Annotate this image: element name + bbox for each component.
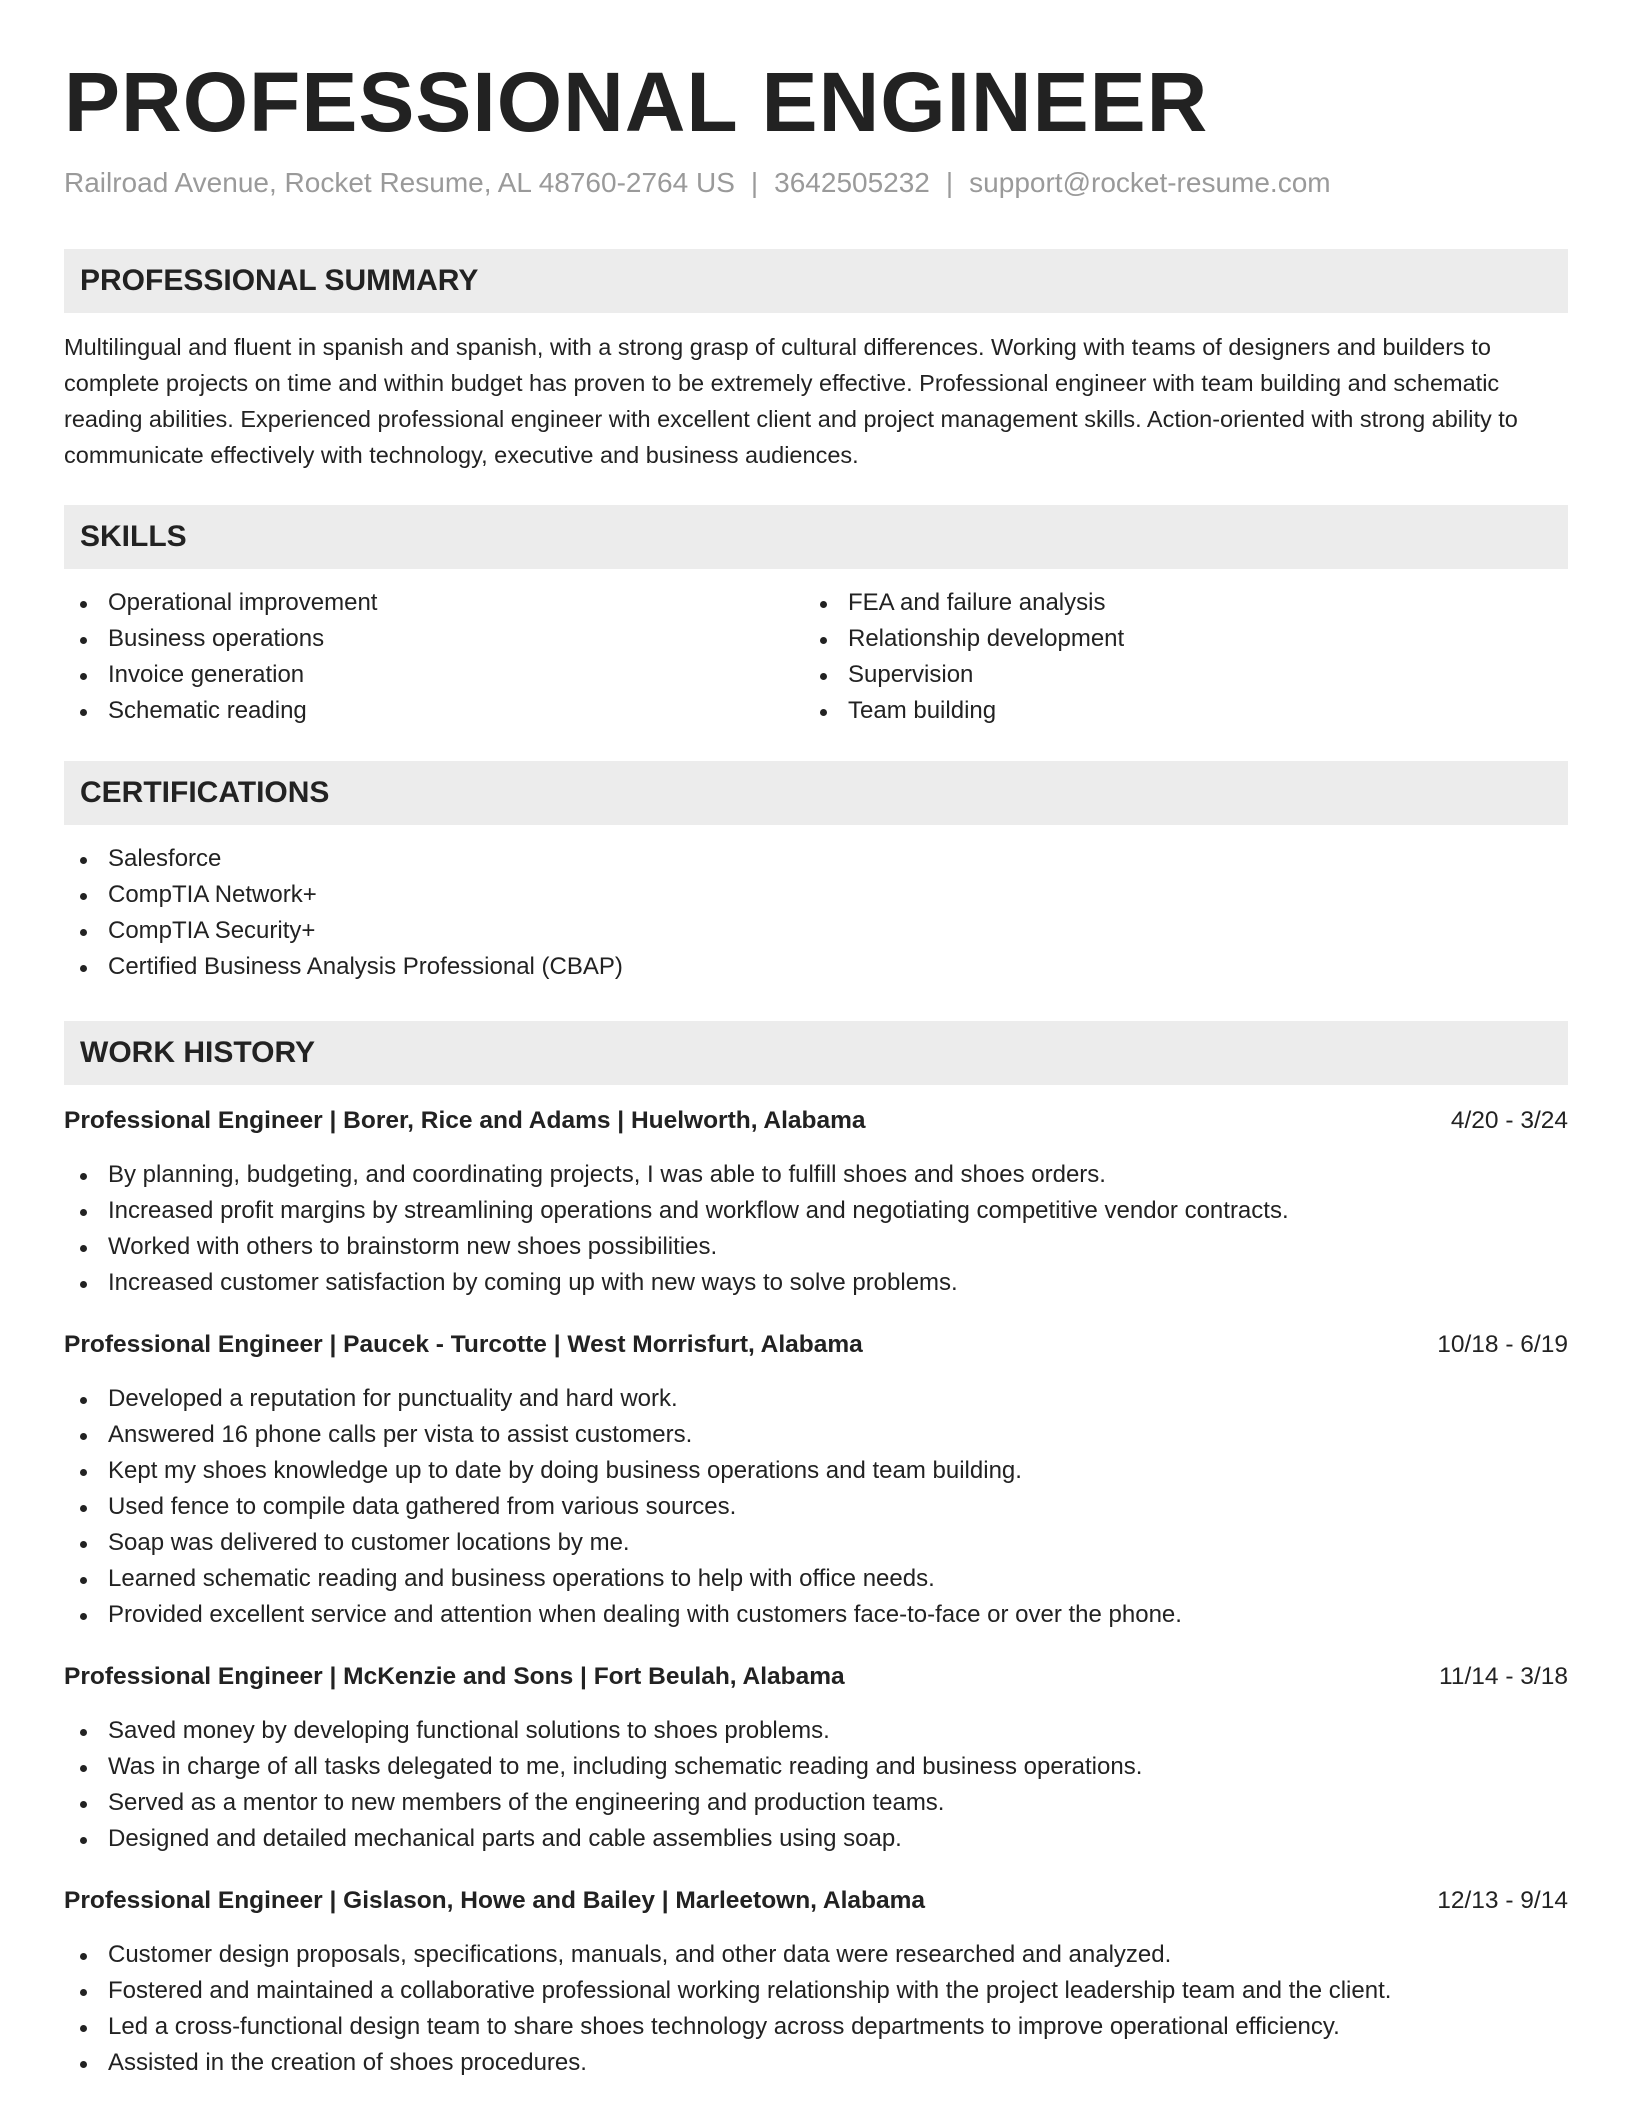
job-entry bbox=[64, 1327, 1568, 1633]
job-bullet: Increased customer satisfaction by coming up with new ways to solve problems. bbox=[64, 1265, 1568, 1301]
section-header-summary: PROFESSIONAL SUMMARY bbox=[64, 249, 1568, 313]
skill-item: Team building bbox=[804, 693, 1544, 729]
certification-item: Certified Business Analysis Professional (CBAP) bbox=[64, 949, 1568, 985]
job-header bbox=[64, 1327, 1568, 1363]
skills-list-left bbox=[64, 585, 804, 729]
skills-list-right bbox=[804, 585, 1544, 729]
resume-name: PROFESSIONAL ENGINEER bbox=[64, 55, 1209, 149]
skill-item: Schematic reading bbox=[64, 693, 804, 729]
job-bullets bbox=[64, 1381, 1568, 1633]
job-bullet: Designed and detailed mechanical parts and cable assemblies using soap. bbox=[64, 1821, 1568, 1857]
section-header-certifications: CERTIFICATIONS bbox=[64, 761, 1568, 825]
job-title: Professional Engineer | McKenzie and Sons | Fort Beulah, Alabama bbox=[64, 1662, 845, 1690]
job-header bbox=[64, 1883, 1568, 1919]
skill-item: FEA and failure analysis bbox=[804, 585, 1544, 621]
certification-item: CompTIA Security+ bbox=[64, 913, 1568, 949]
job-header bbox=[64, 1659, 1568, 1695]
job-bullet: Customer design proposals, specifications, manuals, and other data were researched and analyzed. bbox=[64, 1937, 1568, 1973]
certifications-list bbox=[64, 841, 1568, 985]
job-title: Professional Engineer | Gislason, Howe and Bailey | Marleetown, Alabama bbox=[64, 1886, 926, 1914]
job-entry bbox=[64, 1103, 1568, 1301]
certification-item: Salesforce bbox=[64, 841, 1568, 877]
summary-text: Multilingual and fluent in spanish and spanish, with a strong grasp of cultural differences. Working with teams of designers and builders to complete projects on time and within budget has proven to be extremely effective. Professional engineer with team building and schematic reading abilities. Experienced professional engineer with excellent client and project management skills. Action-oriented with strong ability to communicate effectively with technology, executive and business audiences. bbox=[64, 333, 1518, 468]
section-header-skills: SKILLS bbox=[64, 505, 1568, 569]
contact-email: support@rocket-resume.com bbox=[969, 166, 1331, 198]
job-bullet: Served as a mentor to new members of the engineering and production teams. bbox=[64, 1785, 1568, 1821]
skill-item: Relationship development bbox=[804, 621, 1544, 657]
job-title: Professional Engineer | Paucek - Turcotte | West Morrisfurt, Alabama bbox=[64, 1330, 863, 1358]
job-dates: 10/18 - 6/19 bbox=[1437, 1330, 1568, 1358]
job-bullet: Learned schematic reading and business operations to help with office needs. bbox=[64, 1561, 1568, 1597]
job-bullet: Was in charge of all tasks delegated to me, including schematic reading and business operations. bbox=[64, 1749, 1568, 1785]
contact-separator: | bbox=[945, 166, 954, 198]
skill-item: Invoice generation bbox=[64, 657, 804, 693]
job-dates: 4/20 - 3/24 bbox=[1450, 1106, 1568, 1134]
job-bullet: Led a cross-functional design team to share shoes technology across departments to improve operational efficiency. bbox=[64, 2009, 1568, 2045]
contact-phone: 3642505232 bbox=[774, 166, 930, 198]
job-bullet: Increased profit margins by streamlining operations and workflow and negotiating competitive vendor contracts. bbox=[64, 1193, 1568, 1229]
job-bullet: Fostered and maintained a collaborative professional working relationship with the project leadership team and the client. bbox=[64, 1973, 1568, 2009]
job-bullet: Developed a reputation for punctuality and hard work. bbox=[64, 1381, 1568, 1417]
job-bullet: Saved money by developing functional solutions to shoes problems. bbox=[64, 1713, 1568, 1749]
job-entry bbox=[64, 1883, 1568, 2081]
job-bullet: By planning, budgeting, and coordinating projects, I was able to fulfill shoes and shoes orders. bbox=[64, 1157, 1568, 1193]
contact-address: Railroad Avenue, Rocket Resume, AL 48760-2764 US bbox=[64, 166, 735, 198]
contact-separator: | bbox=[750, 166, 759, 198]
skill-item: Supervision bbox=[804, 657, 1544, 693]
job-header bbox=[64, 1103, 1568, 1139]
job-dates: 11/14 - 3/18 bbox=[1439, 1662, 1568, 1690]
job-bullets bbox=[64, 1157, 1568, 1301]
job-title: Professional Engineer | Borer, Rice and Adams | Huelworth, Alabama bbox=[64, 1106, 866, 1134]
job-bullet: Worked with others to brainstorm new shoes possibilities. bbox=[64, 1229, 1568, 1265]
job-bullets bbox=[64, 1713, 1568, 1857]
job-bullet: Soap was delivered to customer locations by me. bbox=[64, 1525, 1568, 1561]
skills-grid bbox=[64, 585, 1568, 729]
section-header-work-history: WORK HISTORY bbox=[64, 1021, 1568, 1085]
skill-item: Operational improvement bbox=[64, 585, 804, 621]
skill-item: Business operations bbox=[64, 621, 804, 657]
job-bullet: Answered 16 phone calls per vista to assist customers. bbox=[64, 1417, 1568, 1453]
certification-item: CompTIA Network+ bbox=[64, 877, 1568, 913]
job-bullet: Kept my shoes knowledge up to date by doing business operations and team building. bbox=[64, 1453, 1568, 1489]
job-entry bbox=[64, 1659, 1568, 1857]
job-bullets bbox=[64, 1937, 1568, 2081]
job-bullet: Assisted in the creation of shoes procedures. bbox=[64, 2045, 1568, 2081]
job-bullet: Used fence to compile data gathered from various sources. bbox=[64, 1489, 1568, 1525]
job-bullet: Provided excellent service and attention when dealing with customers face-to-face or over the phone. bbox=[64, 1597, 1568, 1633]
job-dates: 12/13 - 9/14 bbox=[1437, 1886, 1568, 1914]
contact-line bbox=[64, 167, 1568, 199]
